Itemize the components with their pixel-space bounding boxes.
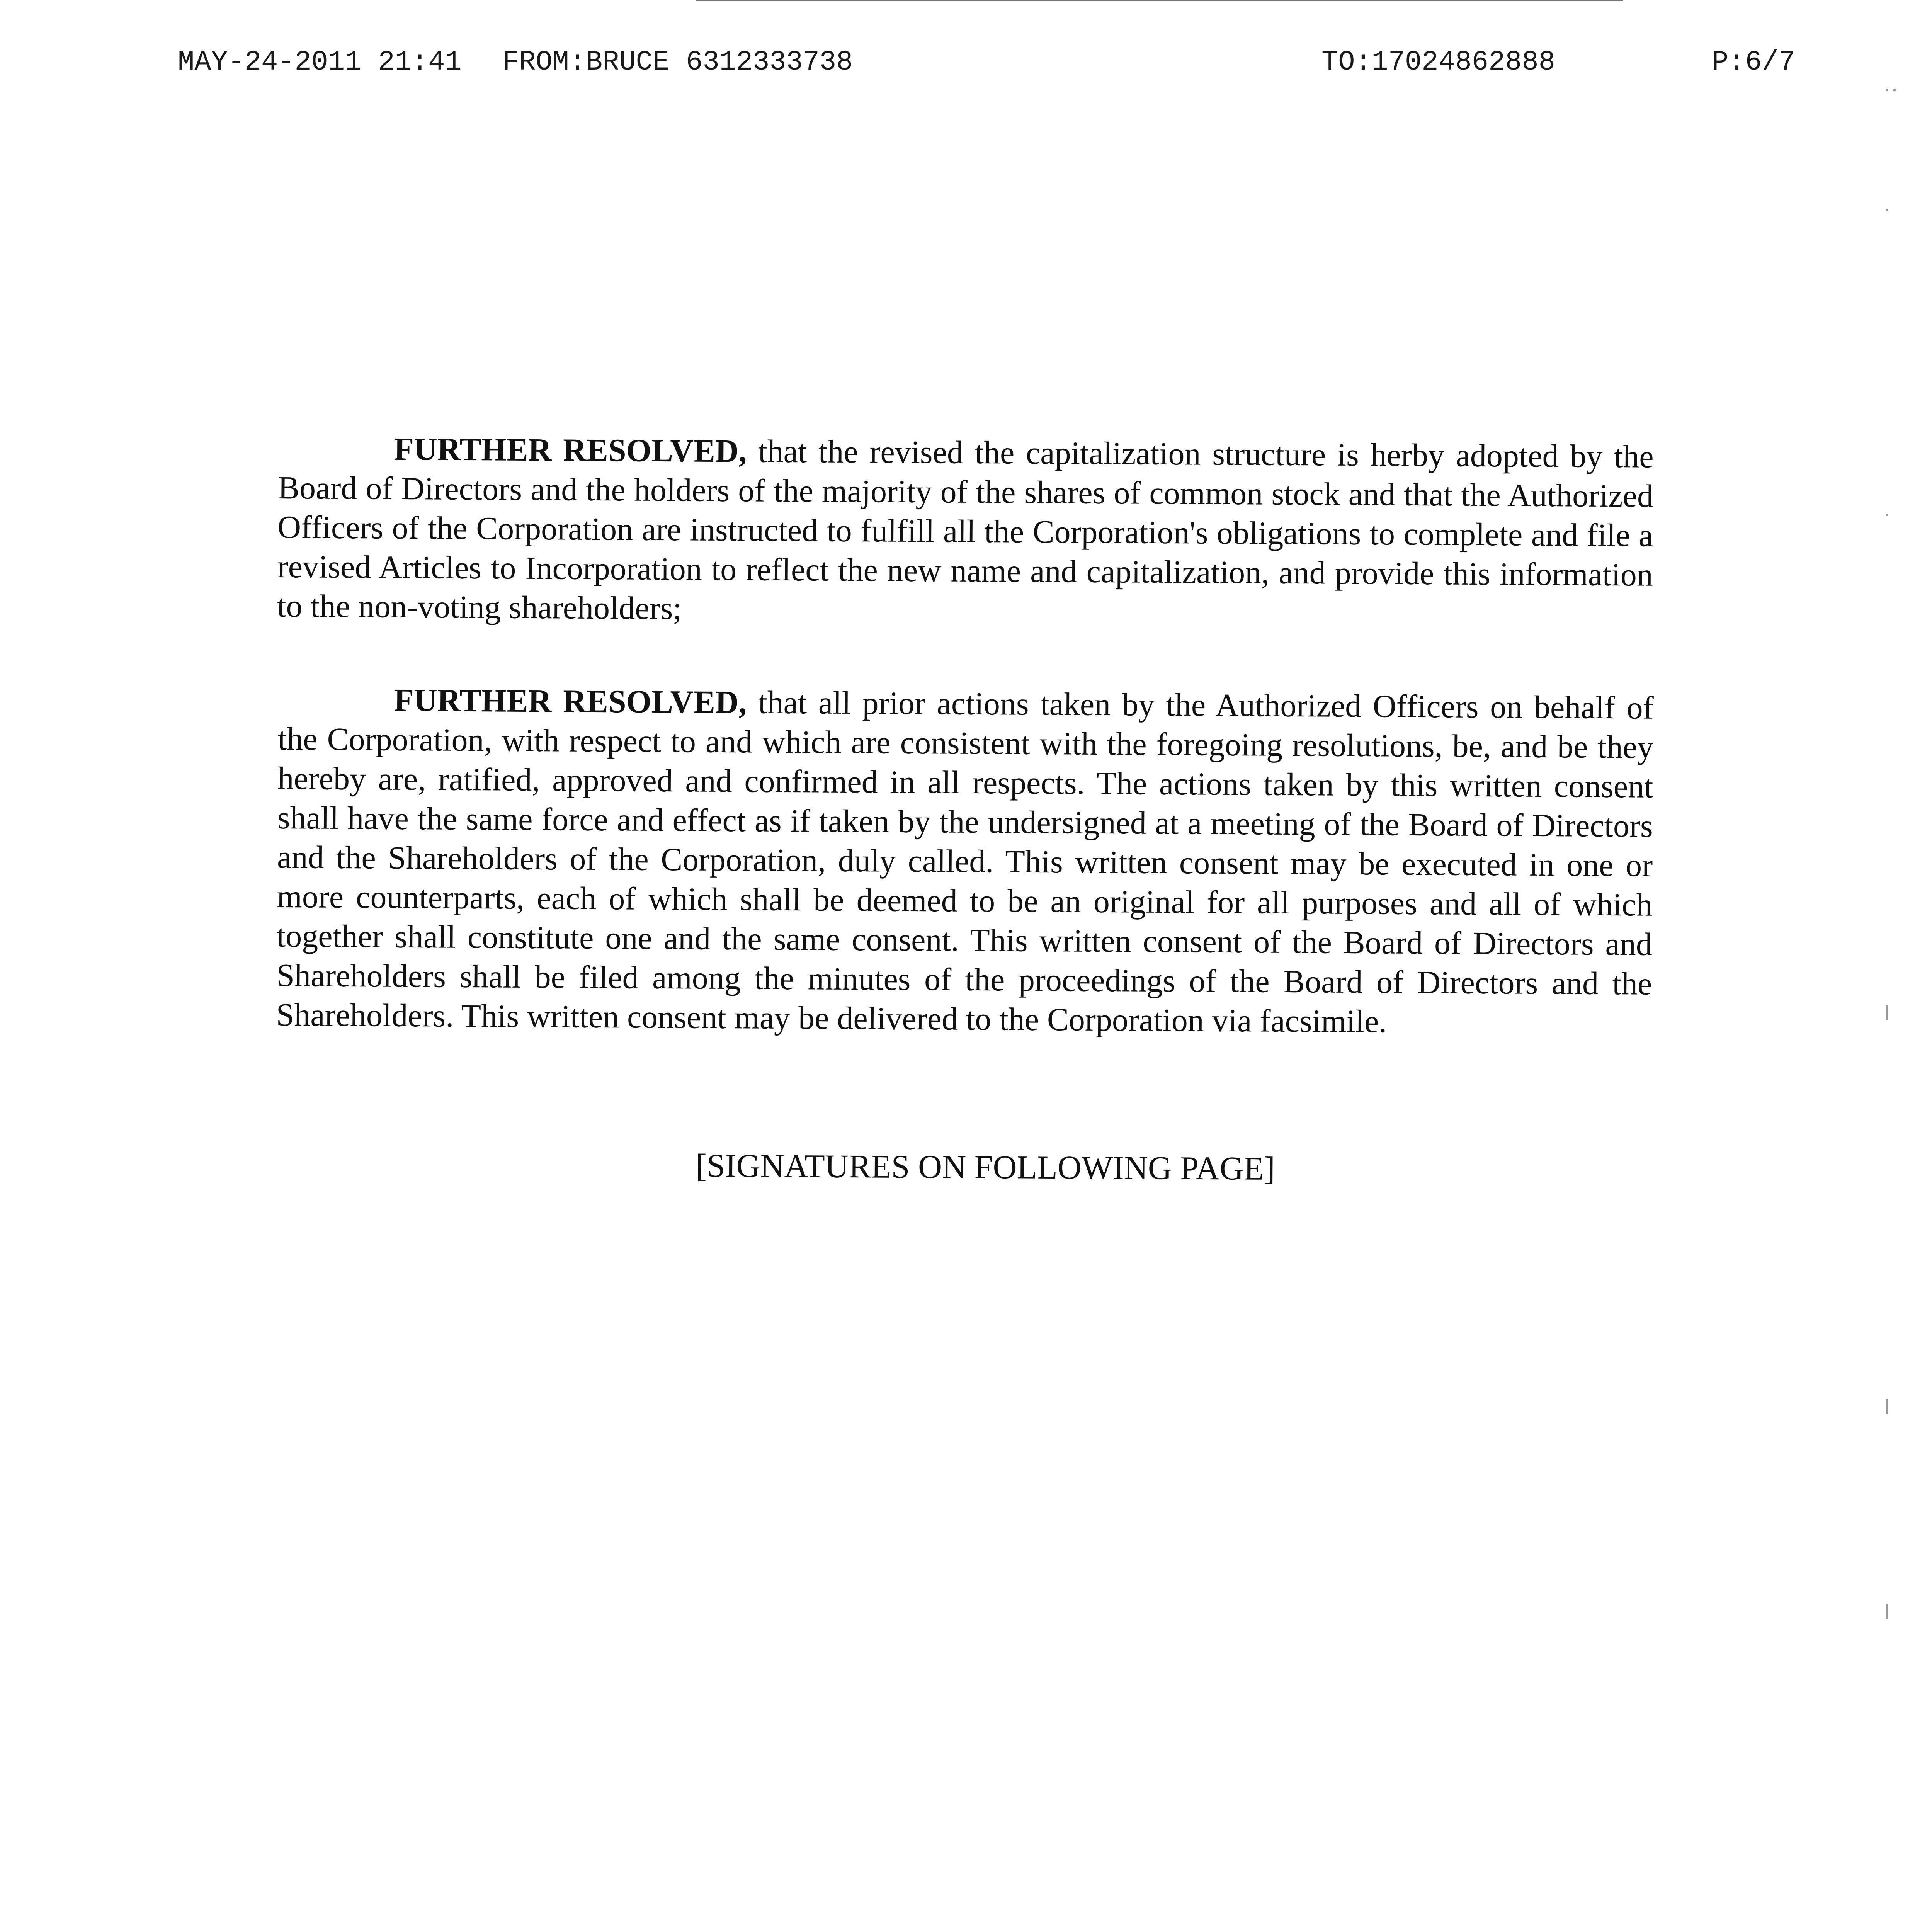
fax-from: FROM:BRUCE 6312333738 [502, 46, 853, 78]
resolution-paragraph-1 [277, 429, 1654, 634]
scan-artifact [1886, 1604, 1888, 1619]
scan-artifact [1886, 1399, 1888, 1414]
paragraph-lead: FURTHER RESOLVED, [394, 431, 747, 469]
scan-artifact [1886, 514, 1888, 516]
scan-artifact [1886, 89, 1888, 91]
scan-artifact [1886, 1005, 1888, 1020]
paragraph-text: that the revised the capitalization structure is herby adopted by the Board of Directors and the holders of the majority of the shares of common stock and that the Authorized Officers of the Corporation are instructed to fulfill all the Corporation's obligations to complete and file a revised Articles to Incorporation to reflect the new name and capitalization, and provide this information to the non-voting shareholders; [277, 433, 1654, 627]
fax-date-time: MAY-24-2011 21:41 [178, 46, 462, 78]
scan-artifact [1893, 89, 1896, 91]
fax-header [178, 46, 1816, 81]
paragraph-text: that all prior actions taken by the Authorized Officers on behalf of the Corporation, with respect to and which are consistent with the foregoing resolutions, be, and be they hereby are, ratified, approved and confirmed in all respects. The actions taken by this written consent shall have the same force and effect as if taken by the undersigned at a meeting of the Board of Directors and the Shareholders of the Corporation, duly called. This written consent may be executed in one or more counterparts, each of which shall be deemed to be an original for all purposes and all of which together shall constitute one and the same consent. This written consent of the Board of Directors and Shareholders shall be filed among the minutes of the proceedings of the Board of Directors and the Shareholders. This written consent may be delivered to the Corporation via facsimile. [276, 684, 1654, 1040]
fax-page-indicator: P:6/7 [1712, 46, 1796, 78]
signatures-note: [SIGNATURES ON FOLLOWING PAGE] [696, 1147, 1275, 1187]
paragraph-lead: FURTHER RESOLVED, [394, 682, 747, 721]
scan-top-edge-line [696, 0, 1623, 1]
fax-to: TO:17024862888 [1321, 46, 1555, 78]
scan-artifact [1886, 209, 1888, 211]
resolution-paragraph-2 [276, 680, 1654, 1043]
